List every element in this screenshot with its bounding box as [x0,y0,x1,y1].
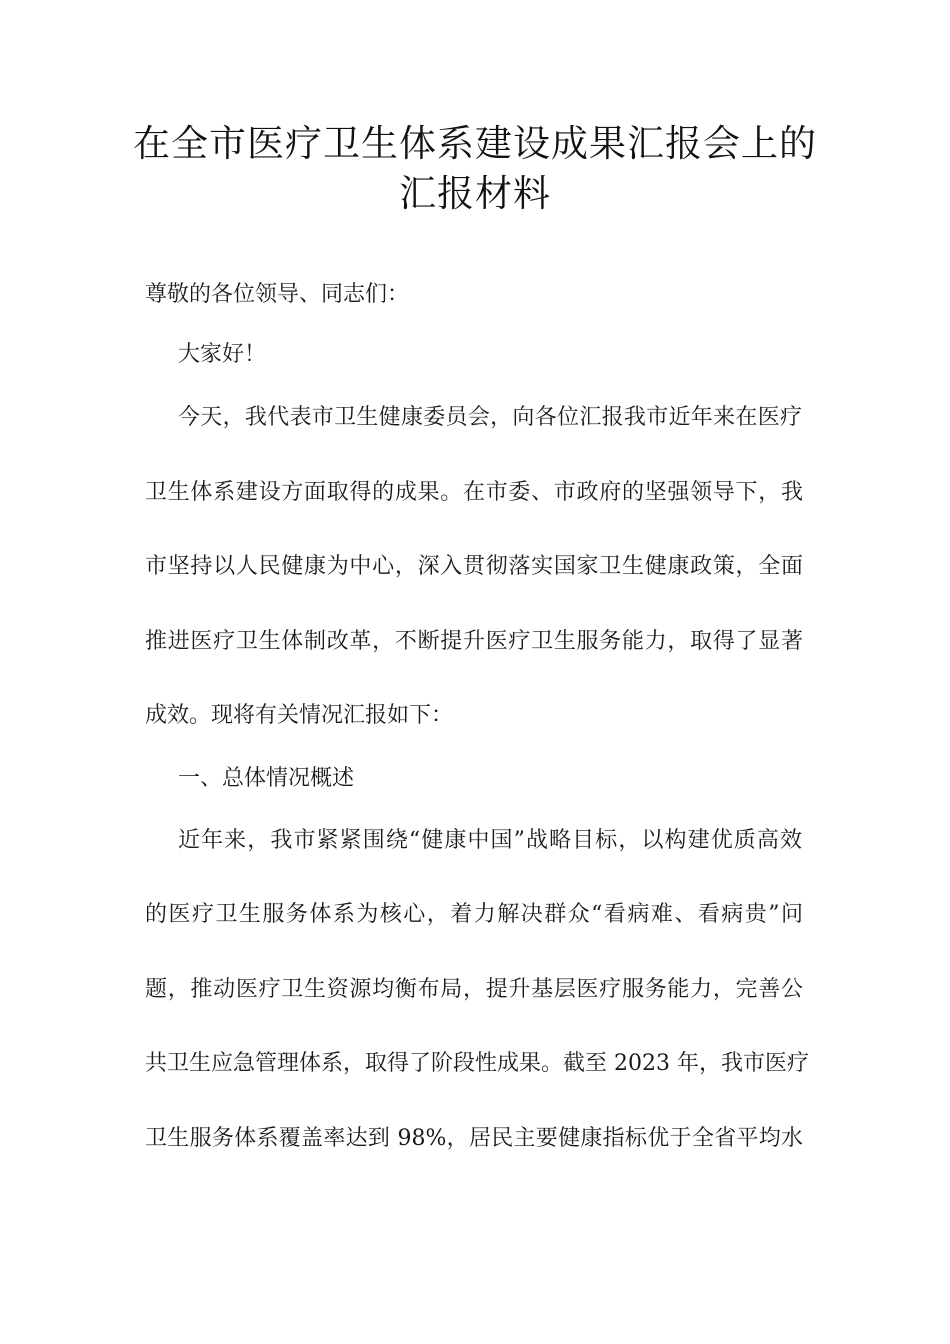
intro-paragraph-line: 推进医疗卫生体制改革，不断提升医疗卫生服务能力，取得了显著 [145,629,803,654]
intro-paragraph-line: 市坚持以人民健康为中心，深入贯彻落实国家卫生健康政策，全面 [145,554,803,579]
intro-paragraph-line: 卫生体系建设方面取得的成果。在市委、市政府的坚强领导下，我 [145,480,803,505]
greeting: 大家好！ [178,342,267,367]
intro-paragraph-line: 成效。现将有关情况汇报如下： [145,703,454,728]
document-title-line-2: 汇报材料 [399,172,551,215]
section-1-paragraph-line: 的医疗卫生服务体系为核心，着力解决群众“看病难、看病贵”问 [145,902,803,927]
section-1-paragraph-line: 近年来，我市紧紧围绕“健康中国”战略目标，以构建优质高效 [178,828,802,853]
salutation: 尊敬的各位领导、同志们： [145,282,410,307]
section-1-paragraph-line: 题，推动医疗卫生资源均衡布局，提升基层医疗服务能力，完善公 [145,977,803,1002]
intro-paragraph-line: 今天，我代表市卫生健康委员会，向各位汇报我市近年来在医疗 [178,405,802,430]
section-1-paragraph-line: 卫生服务体系覆盖率达到 98%，居民主要健康指标优于全省平均水 [145,1126,803,1151]
section-1-heading: 一、总体情况概述 [178,766,355,791]
document-title-line-1: 在全市医疗卫生体系建设成果汇报会上的 [133,122,817,165]
section-1-paragraph-line: 共卫生应急管理体系，取得了阶段性成果。截至 2023 年，我市医疗 [145,1051,809,1076]
